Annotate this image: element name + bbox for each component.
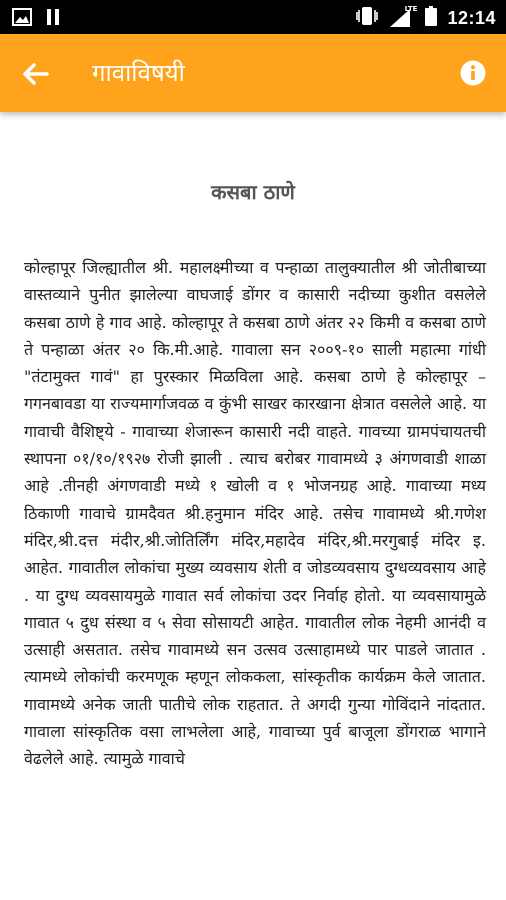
status-right (355, 6, 496, 30)
app-bar (0, 34, 506, 112)
vibrate-icon (355, 6, 379, 30)
arrow-left-icon (21, 62, 49, 86)
status-bar (0, 0, 506, 34)
article-heading: कसबा ठाणे (211, 180, 295, 204)
page-title: गावाविषयी (92, 59, 185, 87)
status-left (12, 8, 60, 30)
pause-icon (46, 8, 60, 30)
article-content[interactable] (0, 112, 506, 900)
status-time: 12:14 (447, 7, 496, 28)
image-notification-icon (12, 8, 32, 30)
info-button[interactable] (460, 60, 486, 86)
back-button[interactable] (18, 59, 52, 89)
battery-icon (425, 6, 437, 30)
article-body: कोल्हापूर जिल्ह्यातील श्री. महालक्ष्मीच्या व पन्हाळा तालुक्यातील श्री जोतीबाच्या वास्तव्याने पुनीत झालेल्या वाघजाई डोंगर व कासारी नदीच्या कुशीत वसलेले कसबा ठाणे हे गाव आहे. कोल्हापूर ते कसबा ठाणे अंतर २२ किमी व कसबा ठाणे ते पन्हाळा अंतर २० कि.मी.आहे. गावाला सन २००९-१० साली महात्मा गांधी "तंटामुक्त गावं" हा पुरस्कार मिळविला आहे. कसबा ठाणे हे कोल्हापूर – गगनबावडा या राज्यमार्गाजवळ व कुंभी साखर कारखाना क्षेत्रात वसलेले आहे. या गावाची वैशिष्ट्ये - गावाच्या शेजारून कासारी नदी वाहते. गावच्या ग्रामपंचायतची स्थापना ०१/१०/१९२७ रोजी झाली . त्याच बरोबर गावामध्ये ३ अंगणवाडी शाळा आहे .तीनही अंगणवाडी मध्ये १ खोली व १ भोजनग्रह आहे. गावाच्या मध्य ठिकाणी गावाचे ग्रामदैवत श्री.हनुमान मंदिर आहे. तसेच गावामध्ये श्री.गणेश मंदिर,श्री.दत्त मंदीर,श्री.जोतिर्लिंग मंदिर,महादेव मंदिर,श्री.मरगुबाई मंदिर इ. आहेत. गावातील लोकांचा मुख्य व्यवसाय शेती व जोडव्यवसाय दुग्धव्यवसाय आहे . या दुग्ध व्यवसायमुळे गावात सर्व लोकांचा उदर निर्वाह होतो. या व्यवसायामुळे गावात ५ दुध संस्था व ५ सेवा सोसायटी आहेत. गावातील लोक नेहमी आनंदी व उत्साही असतात. तसेच गावामध्ये सन उत्सव उत्साहामध्ये पार पाडले जातात . त्यामध्ये लोकांची करमणूक म्हणून लोककला, सांस्कृतीक कार्यक्रम केले जातात. गावामध्ये अनेक जाती पातीचे लोक राहतात. ते अगदी गुन्या गोविंदाने नांदतात. गावाला सांस्कृतिक वसा लाभलेला आहे, गावाच्या पुर्व बाजूला डोंगराळ भागाने वेढलेले आहे. त्यामुळे गावाचे (24, 258, 486, 769)
signal-lte-icon: LTE (389, 8, 415, 28)
info-icon (460, 60, 486, 86)
